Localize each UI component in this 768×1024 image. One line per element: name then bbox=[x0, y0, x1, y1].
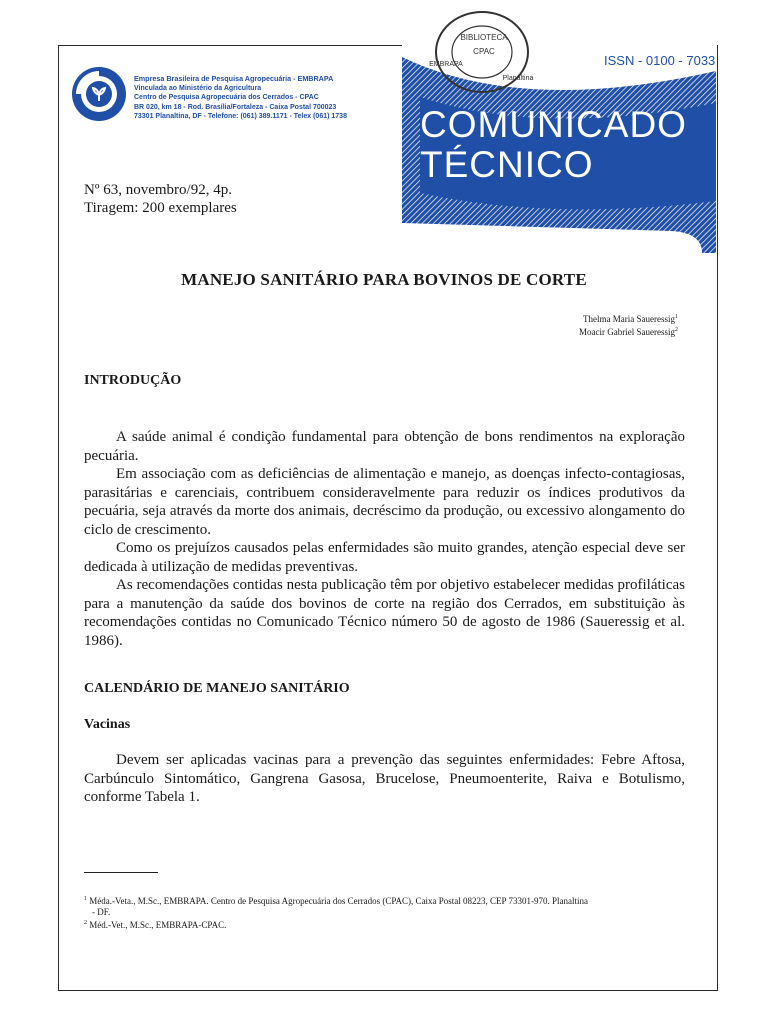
author-list bbox=[579, 312, 678, 338]
publication-title bbox=[420, 105, 687, 185]
intro-body bbox=[84, 428, 685, 650]
paragraph: Devem ser aplicadas vacinas para a prevenção das seguintes enfermidades: Febre Aftosa, Carbúnculo Sintomático, Gangrena Gasosa, Brucelose, Pneumoenterite, Raiva e Botulismo, conforme Tabela 1. bbox=[84, 752, 685, 805]
footnote-continuation: - DF. bbox=[92, 907, 111, 917]
brand-line: TÉCNICO bbox=[420, 144, 594, 185]
paragraph: Em associação com as deficiências de alimentação e manejo, as doenças infecto-contagiosas, parasitárias e carenciais, contribuem consideravelmente para reduzir os índices produtivos da pecuária, seja através da morte dos animais, decréscimo da produção, ou excessivo alongamento do ciclo de crescimento. bbox=[84, 466, 685, 538]
issue-number: Nº 63, novembro/92, 4p. bbox=[84, 182, 232, 198]
institution-line: Vinculada ao Ministério da Agricultura bbox=[134, 84, 262, 92]
intro-heading: INTRODUÇÃO bbox=[84, 373, 182, 388]
paragraph: Como os prejuízos causados pelas enfermidades são muito grandes, atenção especial deve ser dedicada à utilização de medidas preventivas. bbox=[84, 540, 685, 575]
institution-block bbox=[134, 74, 396, 122]
calendar-heading: CALENDÁRIO DE MANEJO SANITÁRIO bbox=[84, 681, 350, 696]
institution-line: Centro de Pesquisa Agropecuária dos Cerrados - CPAC bbox=[134, 94, 319, 101]
institution-line: Empresa Brasileira de Pesquisa Agropecuária - EMBRAPA bbox=[134, 74, 334, 83]
print-run: Tiragem: 200 exemplares bbox=[84, 200, 237, 216]
issue-meta bbox=[84, 181, 237, 217]
author: Moacir Gabriel Saueressig$^2$ bbox=[579, 327, 678, 337]
paragraph: As recomendações contidas nesta publicação têm por objetivo estabelecer medidas profiláticas para a manutenção da saúde dos bovinos de corte na região dos Cerrados, em substituição às recomendações contidas no Comunicado Técnico número 50 de agosto de 1986 (Saueressig et al. 1986). bbox=[84, 577, 685, 649]
paragraph: A saúde animal é condição fundamental para obtenção de bons rendimentos na exploração pecuária. bbox=[84, 429, 685, 464]
footnote: $^1$ Méda.-Veta., M.Sc., EMBRAPA. Centro de Pesquisa Agropecuária dos Cerrados (CPAC), Caixa Postal 08223, CEP 73301-970. Planaltina bbox=[84, 896, 588, 906]
vaccines-body bbox=[84, 751, 685, 807]
brand-line: COMUNICADO bbox=[420, 104, 687, 145]
embrapa-logo-icon bbox=[70, 65, 128, 123]
library-stamp-icon bbox=[426, 8, 536, 108]
svg-text:BIBLIOTECA: BIBLIOTECA bbox=[460, 33, 508, 42]
footnotes bbox=[84, 894, 686, 931]
issn-label: ISSN - 0100 - 7033 bbox=[604, 53, 716, 68]
institution-line: BR 020, km 18 - Rod. Brasília/Fortaleza - Caixa Postal 700023 bbox=[134, 103, 337, 111]
vaccines-subheading: Vacinas bbox=[84, 717, 131, 732]
svg-text:EMBRAPA: EMBRAPA bbox=[429, 61, 463, 68]
author: Thelma Maria Saueressig$^1$ bbox=[583, 314, 678, 324]
document-title: MANEJO SANITÁRIO PARA BOVINOS DE CORTE bbox=[181, 270, 587, 289]
footnote: $^2$ Méd.-Vet., M.Sc., EMBRAPA-CPAC. bbox=[84, 920, 227, 930]
svg-text:Planaltina: Planaltina bbox=[502, 75, 534, 82]
footnote-divider bbox=[84, 872, 158, 873]
institution-line: 73301 Planaltina, DF - Telefone: (061) 389.1171 - Telex (061) 1738 bbox=[134, 113, 347, 120]
svg-text:CPAC: CPAC bbox=[473, 47, 495, 56]
